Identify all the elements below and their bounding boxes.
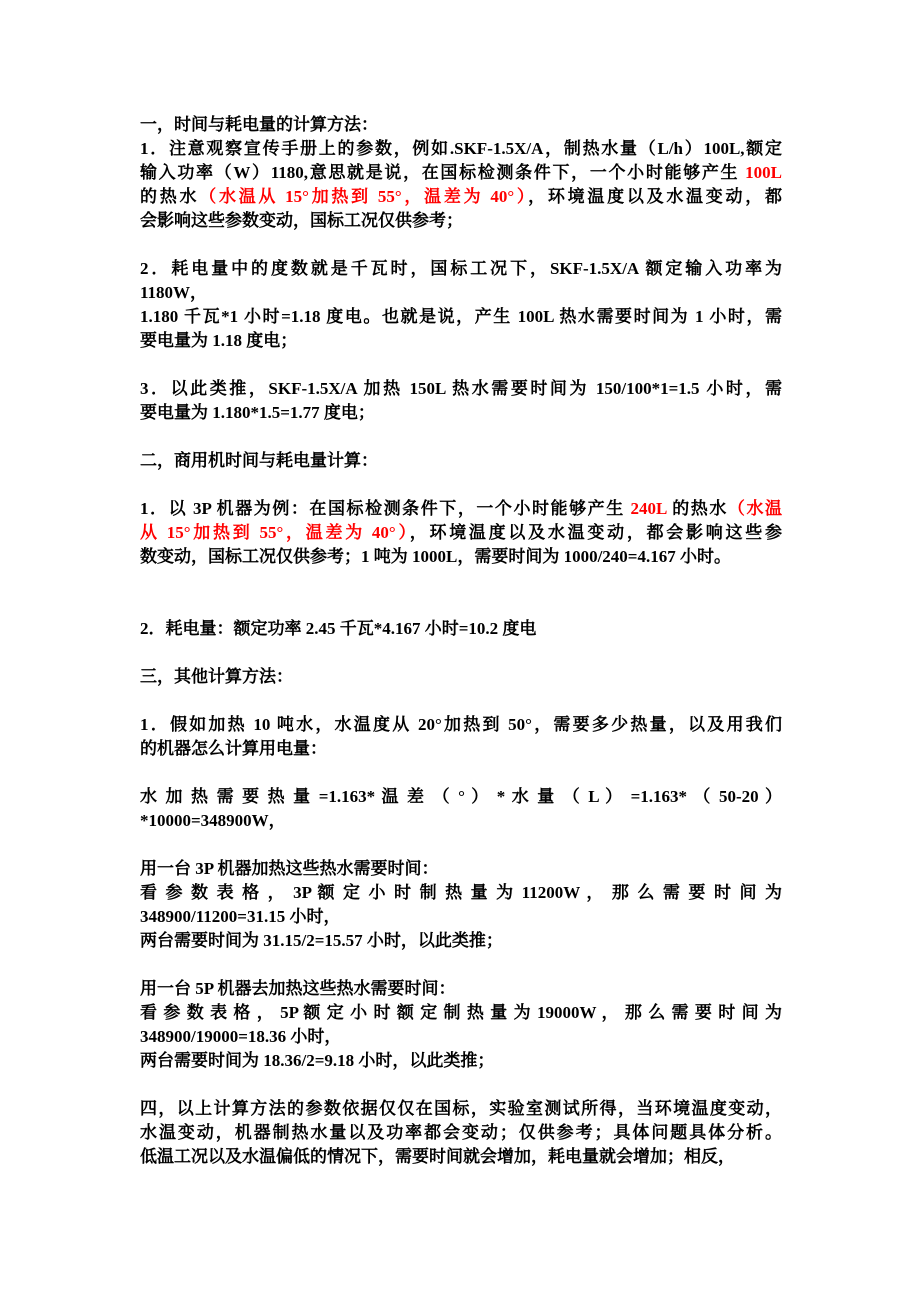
text-segment: 二，商用机时间与耗电量计算： (140, 451, 378, 470)
blank-line (140, 761, 782, 785)
paragraph (140, 977, 782, 1001)
text-line (140, 617, 782, 641)
text-segment: 的热水 (140, 187, 200, 206)
text-segment: 3．以此类推，SKF-1.5X/A 加热 150L 热水需要时间为 150/100*1=1.5 小时，需 (140, 379, 782, 398)
text-segment: 2．耗电量：额定功率 2.45 千瓦*4.167 小时=10.2 度电 (140, 619, 537, 638)
paragraph (140, 785, 782, 833)
text-line (140, 809, 782, 833)
text-line (140, 737, 782, 761)
paragraph (140, 857, 782, 881)
blank-line (140, 569, 782, 593)
blank-line (140, 473, 782, 497)
text-line (140, 377, 782, 401)
highlighted-text: 240L (630, 499, 667, 518)
text-segment: 1.180 千瓦*1 小时=1.18 度电。也就是说，产生 100L 热水需要时间为 1 小时，需 (140, 307, 782, 326)
text-line (140, 281, 782, 305)
text-line (140, 521, 782, 545)
text-segment: 两台需要时间为 18.36/2=9.18 小时，以此类推； (140, 1051, 495, 1070)
text-segment: 四，以上计算方法的参数依据仅仅在国标，实验室测试所得，当环境温度变动， (140, 1099, 782, 1118)
text-segment: *10000=348900W， (140, 811, 286, 830)
text-segment: 看 参 数 表 格 ， 5P 额 定 小 时 额 定 制 热 量 为 19000W ， 那 么 需 要 时 间 为 (140, 1003, 782, 1022)
text-line (140, 1097, 782, 1121)
text-line (140, 209, 782, 233)
text-line (140, 137, 782, 161)
blank-line (140, 593, 782, 617)
text-segment: 348900/11200=31.15 小时， (140, 907, 341, 926)
paragraph (140, 305, 782, 353)
paragraph (140, 257, 782, 305)
text-line (140, 977, 782, 1001)
paragraph (140, 665, 782, 689)
text-line (140, 713, 782, 737)
text-segment: 要电量为 1.18 度电； (140, 331, 298, 350)
text-line (140, 1001, 782, 1025)
text-segment: 输入功率（W）1180,意思就是说，在国标检测条件下，一个小时能够产生 (140, 163, 746, 182)
text-line (140, 185, 782, 209)
text-segment: 要电量为 1.180*1.5=1.77 度电； (140, 403, 375, 422)
text-segment: 会影响这些参数变动，国标工况仅供参考； (140, 211, 463, 230)
text-segment: 水 加 热 需 要 热 量 =1.163* 温 差 （ ° ） * 水 量 （ L ） =1.163* （ 50-20 ） (140, 787, 782, 806)
text-line (140, 929, 782, 953)
paragraph (140, 377, 782, 425)
blank-line (140, 689, 782, 713)
text-line (140, 1025, 782, 1049)
text-segment: 两台需要时间为 31.15/2=15.57 小时，以此类推； (140, 931, 503, 950)
paragraph (140, 1049, 782, 1073)
blank-line (140, 833, 782, 857)
paragraph (140, 617, 782, 641)
text-segment: 1．注意观察宣传手册上的参数，例如.SKF-1.5X/A，制热水量（L/h）100L,额定 (140, 139, 782, 158)
text-segment: ，环境温度以及水温变动，都 (528, 187, 782, 206)
text-line (140, 257, 782, 281)
text-segment: 水温变动，机器制热水量以及功率都会变动；仅供参考；具体问题具体分析。 (140, 1123, 782, 1142)
highlighted-text: （水温从 15°加热到 55°，温差为 40°） (199, 187, 529, 206)
text-line (140, 1121, 782, 1145)
blank-line (140, 425, 782, 449)
text-segment: 看 参 数 表 格 ， 3P 额 定 小 时 制 热 量 为 11200W ， 那 么 需 要 时 间 为 (140, 883, 782, 902)
text-line (140, 1145, 782, 1169)
document-body (140, 113, 782, 1169)
text-line (140, 545, 782, 569)
text-line (140, 497, 782, 521)
paragraph (140, 1001, 782, 1049)
text-segment: 的热水 (666, 499, 728, 518)
text-segment: 的机器怎么计算用电量： (140, 739, 327, 758)
text-line (140, 905, 782, 929)
text-line (140, 113, 782, 137)
text-segment: ，环境温度以及水温变动，都会影响这些参 (409, 523, 782, 542)
text-line (140, 665, 782, 689)
paragraph (140, 1097, 782, 1169)
text-segment: 一，时间与耗电量的计算方法： (140, 115, 378, 134)
text-line (140, 1049, 782, 1073)
highlighted-text: （水温 (727, 499, 782, 518)
paragraph (140, 713, 782, 761)
text-segment: 低温工况以及水温偏低的情况下，需要时间就会增加，耗电量就会增加；相反， (140, 1147, 735, 1166)
text-line (140, 329, 782, 353)
text-segment: 348900/19000=18.36 小时， (140, 1027, 342, 1046)
text-segment: 用一台 5P 机器去加热这些热水需要时间： (140, 979, 456, 998)
paragraph (140, 881, 782, 929)
text-line (140, 785, 782, 809)
text-line (140, 401, 782, 425)
blank-line (140, 353, 782, 377)
paragraph (140, 497, 782, 569)
highlighted-text: 从 15°加热到 55°，温差为 40°） (140, 523, 410, 542)
blank-line (140, 1073, 782, 1097)
blank-line (140, 641, 782, 665)
text-line (140, 881, 782, 905)
text-segment: 用一台 3P 机器加热这些热水需要时间： (140, 859, 439, 878)
blank-line (140, 953, 782, 977)
text-line (140, 449, 782, 473)
highlighted-text: 100L (745, 163, 782, 182)
text-segment: 2．耗电量中的度数就是千瓦时，国标工况下，SKF-1.5X/A 额定输入功率为 (140, 259, 782, 278)
text-segment: 三，其他计算方法： (140, 667, 293, 686)
text-segment: 1180W， (140, 283, 208, 302)
text-segment: 数变动，国标工况仅供参考；1 吨为 1000L，需要时间为 1000/240=4.167 小时。 (140, 547, 731, 566)
text-line (140, 161, 782, 185)
paragraph (140, 137, 782, 233)
text-line (140, 305, 782, 329)
text-segment: 1．假如加热 10 吨水，水温度从 20°加热到 50°，需要多少热量，以及用我们 (140, 715, 782, 734)
paragraph (140, 929, 782, 953)
text-line (140, 857, 782, 881)
paragraph (140, 113, 782, 137)
blank-line (140, 233, 782, 257)
text-segment: 1．以 3P 机器为例：在国标检测条件下，一个小时能够产生 (140, 499, 631, 518)
paragraph (140, 449, 782, 473)
